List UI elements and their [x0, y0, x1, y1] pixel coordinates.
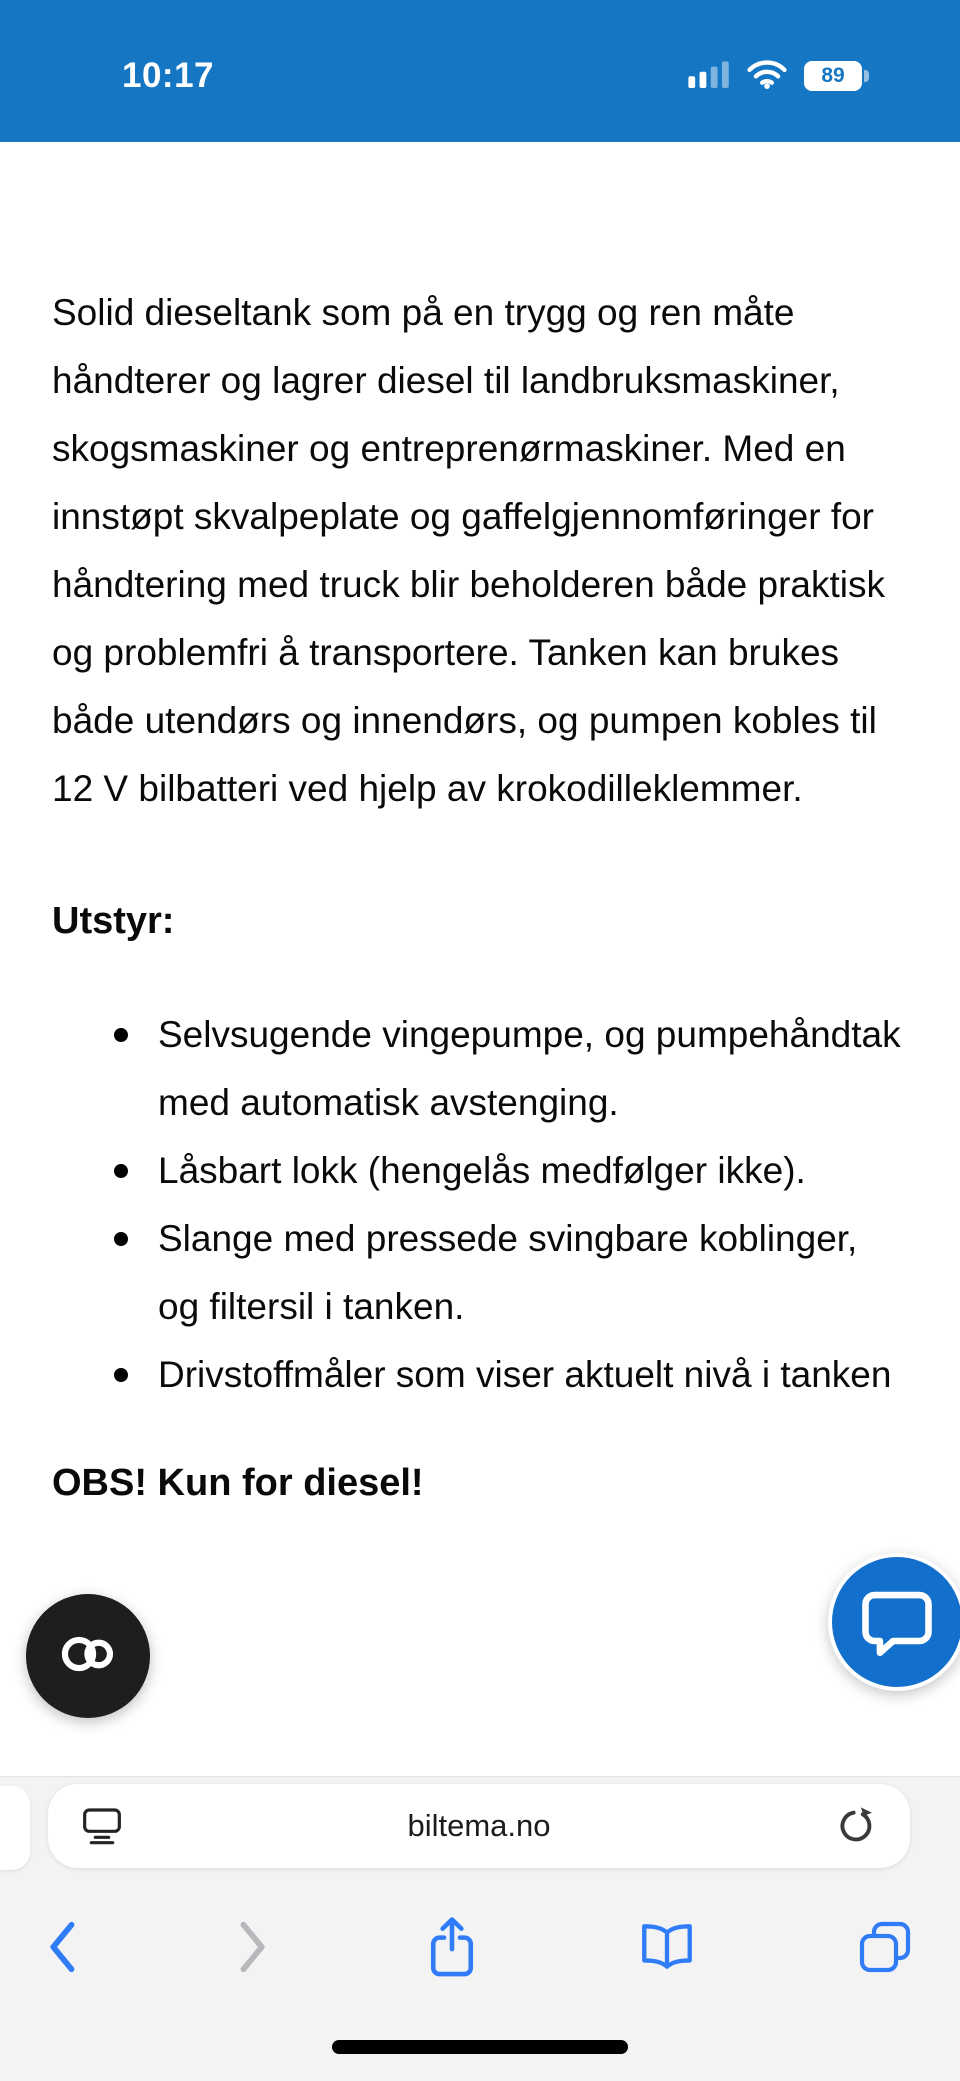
- bullet-dot: [114, 1232, 128, 1246]
- warning-heading: OBS! Kun for diesel!: [52, 1462, 424, 1504]
- clock: 10:17: [122, 56, 215, 95]
- share-button[interactable]: [427, 1915, 477, 1979]
- address-bar[interactable]: [48, 1784, 910, 1868]
- list-item: Låsbart lokk (hengelås medfølger ikke).: [52, 1137, 904, 1205]
- page-menu-icon[interactable]: [78, 1806, 126, 1846]
- product-description: Solid dieseltank som på en trygg og ren måte håndterer og lagrer diesel til landbruksmaskiner, skogsmaskiner og entreprenørmaskiner. Med en innstøpt skvalpeplate og gaffelgjennomføringer for håndtering med truck blir beholderen både praktisk og problemfri å transportere. Tanken kan brukes både utendørs og innendørs, og pumpen kobles til 12 V bilbatteri ved hjelp av krokodilleklemmer.: [52, 292, 885, 809]
- equipment-heading: Utstyr:: [52, 900, 175, 942]
- previous-tab-peek[interactable]: [0, 1786, 30, 1870]
- cellular-signal-icon: [688, 60, 730, 93]
- list-item: Slange med pressede svingbare koblinger, og filtersil i tanken.: [52, 1205, 904, 1341]
- home-indicator[interactable]: [332, 2040, 628, 2054]
- back-button[interactable]: [46, 1920, 78, 1974]
- status-bar: [0, 0, 960, 142]
- list-item: Selvsugende vingepumpe, og pumpehåndtak med automatisk avstenging.: [52, 1001, 904, 1137]
- list-item: Drivstoffmåler som viser aktuelt nivå i tanken: [52, 1341, 904, 1409]
- bullet-dot: [114, 1368, 128, 1382]
- forward-button[interactable]: [237, 1920, 269, 1974]
- equipment-list: [52, 1001, 904, 1409]
- bullet-dot: [114, 1028, 128, 1042]
- accessibility-widget-button[interactable]: [26, 1594, 150, 1718]
- status-icons: [688, 58, 862, 94]
- battery-nub: [864, 70, 869, 82]
- webpage-content: [0, 142, 960, 1776]
- chat-bubble-icon: [855, 1578, 939, 1667]
- bullet-dot: [114, 1164, 128, 1178]
- wifi-icon: [746, 58, 788, 94]
- chat-button[interactable]: [828, 1553, 960, 1691]
- battery-icon: [804, 61, 862, 91]
- link-rings-icon: [52, 1618, 124, 1695]
- tabs-button[interactable]: [856, 1919, 914, 1975]
- battery-percent: 89: [821, 64, 845, 87]
- reload-icon[interactable]: [832, 1805, 880, 1847]
- bookmarks-button[interactable]: [636, 1921, 698, 1973]
- safari-bottom-bar: [0, 1776, 960, 2081]
- safari-toolbar: [0, 1899, 960, 1995]
- url-field[interactable]: biltema.no: [407, 1808, 551, 1843]
